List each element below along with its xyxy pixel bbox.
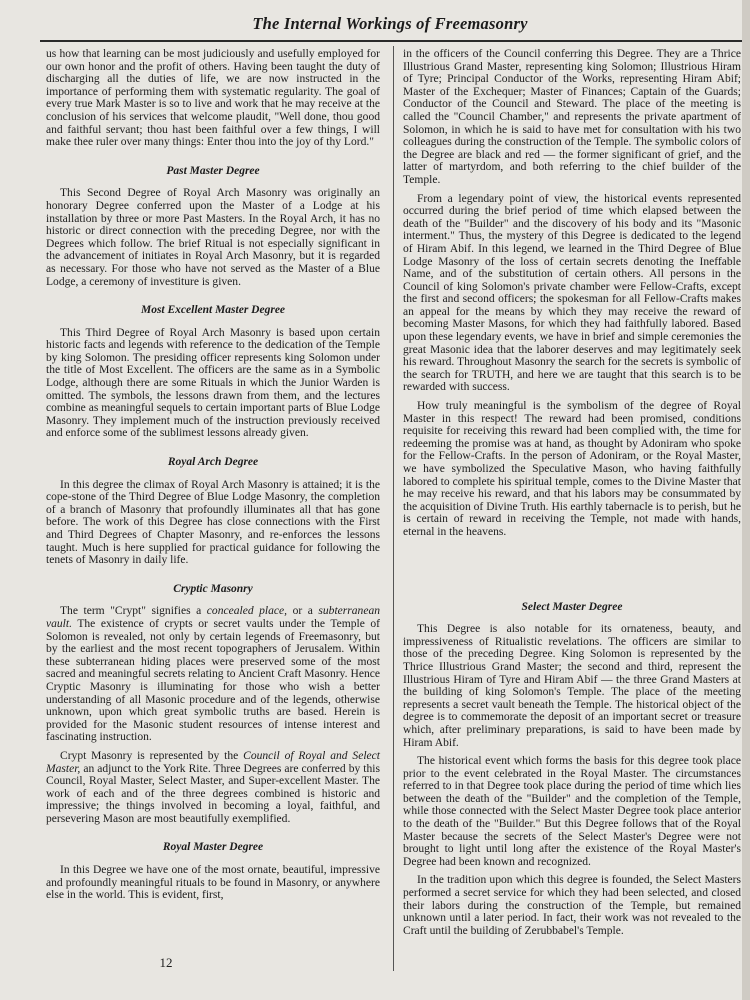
text-run: The term "Crypt" signifies a	[60, 605, 207, 618]
heading-royal-master-degree: Royal Master Degree	[162, 841, 264, 854]
paragraph-past-master: This Second Degree of Royal Arch Masonry was originally an honorary Degree conferred upon the Master of a Lodge at his installation by three or more Past Masters. In the Royal Arch, it has no historic or direct connection with the preceding Degree, nor with the Degrees which follow. The brief Ritual is not especially significant in the advancement of initiates in Royal Arch Masonry, but it is regarded as necessary. For those who have not served as the Master of a Blue Lodge, a ceremony of investiture is given.	[46, 187, 380, 288]
page-number: 12	[159, 955, 173, 970]
heading-select-master-degree: Select Master Degree	[521, 600, 623, 613]
paragraph-select-2: The historical event which forms the basis for this degree took place prior to the event celebrated in the Royal Master. The circumstances referred to in that Degree took place during the period of time which lies between the death of the "Builder" and the completion of the Temple, while those connected with the Select Master Degree took place anterior to the death of the "Builder." But this Degree follows that of the Royal Master because the secrets of the Select Master's Degree were not brought to light until long after the existence of the Royal Master's Degree had been known and recognized.	[403, 755, 741, 868]
paragraph-royal-arch: In this degree the climax of Royal Arch Masonry is attained; it is the cope-stone of the Third Degree of Blue Lodge Masonry, the completion of a branch of Masonry that profoundly illuminates all that has gone before. The work of this Degree has close connections with the First and Third Degrees of Chapter Masonry, and re-enforces the lessons taught. Much is here supplied for practical guidance for following the tenets of Masonry in daily life.	[46, 478, 380, 567]
emphasis-concealed-place: concealed place,	[206, 605, 288, 618]
emphasis-subterranean-vault: subterranean vault.	[46, 605, 380, 630]
heading-royal-arch-degree: Royal Arch Degree	[167, 456, 259, 469]
paragraph-select-1: This Degree is also notable for its ornateness, beauty, and impressiveness of Ritualistic revelations. The officers are similar to those of the preceding Degree. King Solomon is represented by the Thrice Illustrious Grand Master; the second and third, represent the Illustrious Hiram of Tyre and Hiram Abif — the three Grand Masters at the building of king Solomon's Temple. The place of the meeting represents a secret vault beneath the Temple. The historical object of the degree is to commemorate the deposit of an important secret or treasure which, after preliminary preparations, is said to have been made by Hiram Abif.	[403, 623, 741, 749]
text-run: an adjunct to the York Rite. Three Degrees are conferred by this Council, Royal Master, Select Master, and Super-excellent Master. The work of each and of the three degrees combined is historic and impressive; the things involved in becoming a loyal, faithful, and persevering Mason are most beautifully exemplified.	[46, 762, 380, 825]
paragraph-intro: us how that learning can be most judiciously and usefully employed for our own honor and the profit of others. Having been taught the duty of discharging all the duties of life, we are now instructed in the importance of performing them with systematic regularity. The goal of every true Mark Master is so to live and work that he may receive at the conclusion of his services that welcome plaudit, "Well done, thou good and faithful servant; thou hast been faithful over a few things, I will make thee ruler over many things: Enter thou into the joy of thy Lord."	[46, 48, 380, 149]
page-edge-shadow	[742, 0, 750, 1000]
emphasis-council-name: Council of Royal and Select Master,	[46, 749, 380, 775]
header-rule	[40, 40, 745, 42]
paragraph-meaningful: How truly meaningful is the symbolism of the degree of Royal Master in this respect! The reward had been promised, conditions requisite for receiving this reward had been complied with, the time for redeeming the promise was at hand, as thought by Adoniram who spoke for the Fellow-Crafts. In the person of Adoniram, or the Royal Master, we have symbolized the Speculative Mason, who having faithfully labored to complete his spiritual temple, comes to the Divine Master that he may receive his reward, and that his labors may be consummated by the acquisition of Divine Truth. His earthly tabernacle is to perish, but he is certain of reward in receiving the Temple, not made with hands, eternal in the heavens.	[403, 400, 741, 538]
left-column	[46, 48, 380, 908]
paragraph-cryptic-1	[46, 605, 380, 744]
right-column	[403, 48, 741, 943]
paragraph-select-3: In the tradition upon which this degree is founded, the Select Masters performed a secret service for which they had been selected, and closed their labors during the construction of the Temple, but remained unknown until a later period. In fact, their work was not revealed to the Craft until the building of Zerubbabel's Temple.	[403, 874, 741, 937]
paragraph-council-officers: in the officers of the Council conferring this Degree. They are a Thrice Illustrious Grand Master, representing king Solomon; Illustrious Hiram of Tyre; Principal Conductor of the Works, representing Hiram Abif; Master of the Exchequer; Master of Finances; Captain of the Guards; Conductor of the Council and Steward. The place of the meeting is called the "Council Chamber," and represents the private apartment of Solomon, in which he is said to have met for consultation with his two colleagues during the construction of the Temple. The symbolic colors of the Degree are black and red — the former significant of grief, and the latter of martyrdom, and both referring to the chief builder of the Temple.	[403, 48, 741, 186]
heading-past-master-degree: Past Master Degree	[166, 164, 260, 177]
running-head-title: The Internal Workings of Freemasonry	[252, 14, 528, 33]
paragraph-legendary: From a legendary point of view, the historical events represented occurred during the brief period of time which elapsed between the death of the "Builder" and the discovery of his body and its "Masonic interment." Thus, the mystery of this Degree is dedicated to the legend of Hiram Abif. In this legend, we learned in the Third Degree of Blue Lodge Masonry of the loss of certain secrets denoting the Ineffable Name, and of the substitution of certain others. All persons in the Council of king Solomon's private chamber were Fellow-Crafts, except the first and second officers; the spokesman for all Fellow-Crafts makes an appeal for the means by which they may receive the reward of becoming Master Masons, for which they had faithfully labored. Based upon these legendary events, we have in brief and simple ceremonies the great Masonic idea that the laborer deserves and may legitimately seek his reward. Throughout Masonry the search for the secrets is symbolic of the search for TRUTH, and here we are taught that this search is to be rewarded with success.	[403, 192, 741, 394]
heading-most-excellent-master-degree: Most Excellent Master Degree	[140, 304, 286, 317]
text-run: or a	[287, 605, 319, 618]
paragraph-royal-master: In this Degree we have one of the most ornate, beautiful, impressive and profoundly meaningful rituals to be found in Masonry, or anywhere else in the world. This is evident, first,	[46, 864, 380, 902]
heading-cryptic-masonry: Cryptic Masonry	[173, 582, 253, 595]
column-divider	[393, 46, 394, 971]
paragraph-cryptic-2	[46, 750, 380, 826]
paragraph-most-excellent: This Third Degree of Royal Arch Masonry is based upon certain historic facts and legends with reference to the dedication of the Temple by king Solomon. The presiding officer represents king Solomon under the title of Most Excellent. The officers are the same as in a Symbolic Lodge, although there are some Rituals in which the Junior Warden is omitted. The symbols, the lessons drawn from them, and the lectures combine as meaningful sequels to certain important parts of Blue Lodge Masonry. They implement much of the instruction previously received and enforce some of the sublimest lessons already given.	[46, 326, 380, 440]
text-run: Crypt Masonry is represented by the	[60, 749, 244, 762]
text-run: The existence of crypts or secret vaults under the Temple of Solomon is revealed, not only by certain legends of Freemasonry, but by the earliest and the most recent topographers of Jerusalem. Within these subterranean hiding places were preserved some of the most sacred and meaningful secrets relating to Ancient Craft Masonry. Hence Cryptic Masonry is illuminating for those who wish a better understanding of all Masonic procedure and of the legends, otherwise unknown, upon which great symbolic truths are based. Herein is provided for the Masonic student resources of intense interest and fascinating instruction.	[46, 617, 380, 744]
